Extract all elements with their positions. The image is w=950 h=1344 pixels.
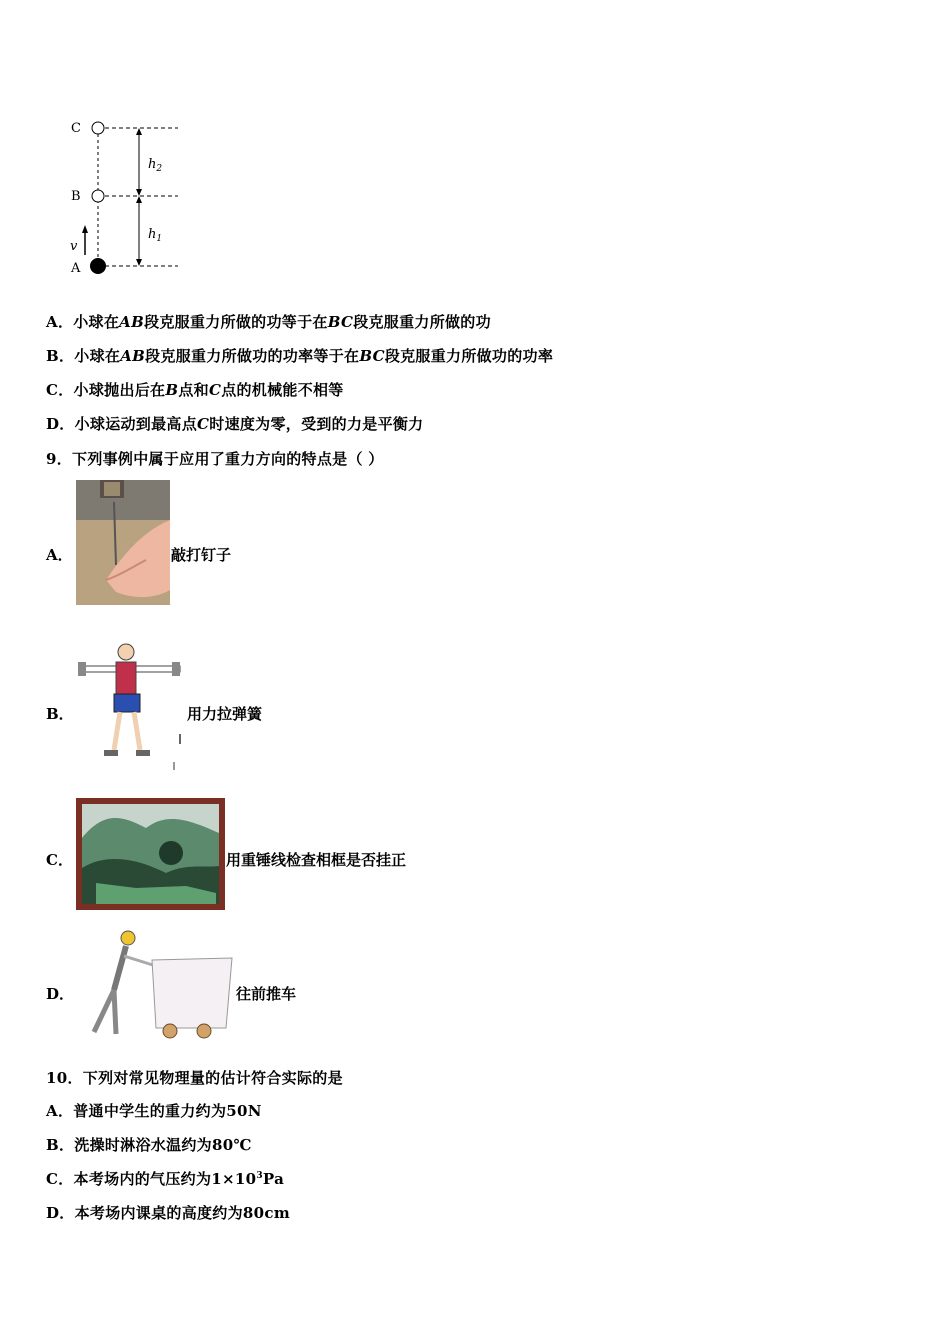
- q10-option-b[interactable]: B．洗操时淋浴水温约为80℃: [46, 1136, 252, 1154]
- q8-option-b[interactable]: B．小球在AB段克服重力所做功的功率等于在BC段克服重力所做功的功率: [46, 347, 554, 365]
- push-cart-image: [76, 930, 236, 1045]
- q8-option-c[interactable]: C．小球抛出后在B点和C点的机械能不相等: [46, 381, 344, 399]
- q9-option-b-text: 用力拉弹簧: [187, 705, 263, 723]
- q9-option-a-text: 敲打钉子: [171, 546, 232, 564]
- q9-option-c-label[interactable]: C．: [46, 851, 73, 869]
- q9-option-d-text: 往前推车: [236, 985, 297, 1003]
- q9-stem: 9．下列事例中属于应用了重力方向的特点是（ ）: [46, 450, 384, 468]
- q9-option-a-label[interactable]: A．: [46, 546, 73, 564]
- q8-option-d[interactable]: D．小球运动到最高点C时速度为零，受到的力是平衡力: [46, 415, 424, 433]
- label-c: C: [71, 121, 81, 136]
- ball-a: [90, 258, 106, 274]
- q9-option-c-text: 用重锤线检查相框是否挂正: [226, 851, 407, 869]
- label-h2: h: [148, 157, 157, 172]
- q10-stem: 10．下列对常见物理量的估计符合实际的是: [46, 1069, 343, 1087]
- q9-option-d-label[interactable]: D．: [46, 985, 75, 1003]
- point-b: [92, 190, 104, 202]
- svg-text:h2: [148, 157, 162, 174]
- picture-frame-image: [76, 798, 225, 910]
- q10-option-a[interactable]: A．普通中学生的重力约为50N: [46, 1102, 262, 1120]
- point-c: [92, 122, 104, 134]
- q10-option-d[interactable]: D．本考场内课桌的高度约为80cm: [46, 1204, 290, 1222]
- q9-option-b-label[interactable]: B．: [46, 705, 74, 723]
- spring-pull-image: [76, 638, 186, 773]
- label-h2-sub: 2: [156, 164, 163, 174]
- q8-option-a[interactable]: A．小球在AB段克服重力所做的功等于在BC段克服重力所做的功: [46, 313, 491, 331]
- label-b: B: [71, 189, 81, 204]
- q10-option-c[interactable]: C．本考场内的气压约为$1\times 10^3Pa$: [46, 1170, 285, 1188]
- label-v: v: [70, 239, 78, 254]
- projectile-diagram: [60, 110, 200, 280]
- label-h1: h: [148, 227, 157, 242]
- hammer-nail-image: [76, 480, 170, 605]
- label-h1-sub: 1: [156, 234, 163, 244]
- svg-text:h1: [148, 227, 162, 244]
- label-a: A: [71, 261, 81, 276]
